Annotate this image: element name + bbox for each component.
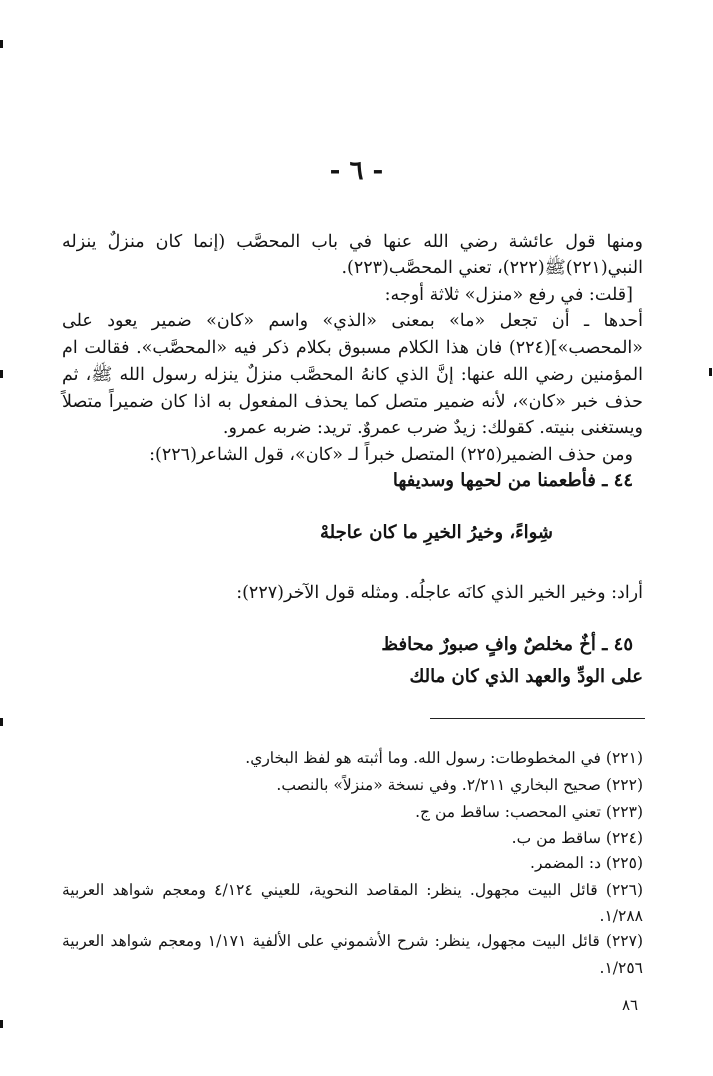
page-number: ٨٦ — [622, 996, 639, 1014]
footnote-223: (٢٢٣) تعني المحصب: ساقط من ج. — [415, 803, 643, 821]
scan-edge-mark — [0, 1020, 3, 1028]
scan-edge-mark — [0, 718, 3, 726]
verse-45-second-hemistich: على الودِّ والعهد الذي كان مالك — [409, 666, 643, 687]
body-line-4: أحدها ـ أن تجعل «ما» بمعنى «الذي» واسم «كان» ضمير يعود على — [62, 311, 643, 331]
footnote-227-continued: ١/٢٥٦. — [599, 959, 643, 977]
page-header: - ٦ - — [329, 156, 384, 186]
footnote-221: (٢٢١) في المخطوطات: رسول الله. وما أثبته هو لفظ البخاري. — [245, 749, 643, 767]
verse-44-first-hemistich: ٤٤ ـ فأطعمنا من لحمِها وسديفها — [392, 470, 633, 491]
scan-edge-mark — [709, 368, 712, 376]
verse-45-first-hemistich: ٤٥ ـ أخٌ مخلصٌ وافٍ صبورٌ محافظ — [381, 634, 633, 655]
verse-44-second-hemistich: شِواءً، وخيرُ الخيرِ ما كان عاجلهْ — [320, 522, 553, 543]
footnote-226: (٢٢٦) قائل البيت مجهول. ينظر: المقاصد النحوية، للعيني ٤/١٢٤ ومعجم شواهد العربية — [62, 881, 644, 899]
body-line-2: النبي(٢٢١)ﷺ(٢٢٢)، تعني المحصَّب(٢٢٣). — [341, 258, 643, 278]
body-line-5: «المحصب»](٢٢٤) فان هذا الكلام مسبوق بكلام ذكر فيه «المحصَّب». فقالت ام — [62, 338, 643, 358]
footnote-225: (٢٢٥) د: المضمر. — [530, 854, 643, 872]
body-line-8: ويستغنى بنيته. كقولك: زيدٌ ضرب عمروٌ. تريد: ضربه عمرو. — [222, 418, 643, 438]
footnote-separator — [430, 718, 645, 719]
body-line-3: [قلت: في رفع «منزل» ثلاثة أوجه: — [384, 285, 633, 305]
body-line-1: ومنها قول عائشة رضي الله عنها في باب المحصَّب (إنما كان منزلٌ ينزله — [62, 232, 643, 252]
body-line-9: ومن حذف الضمير(٢٢٥) المتصل خبراً لـ «كان»، قول الشاعر(٢٢٦): — [149, 445, 633, 465]
scan-edge-mark — [0, 370, 3, 378]
body-line-arad: أراد: وخير الخير الذي كانَه عاجلُه. ومثله قول الآخر(٢٢٧): — [236, 583, 643, 603]
footnote-224: (٢٢٤) ساقط من ب. — [511, 829, 643, 847]
body-line-6: المؤمنين رضي الله عنها: إنَّ الذي كانهُ المحصَّب منزلٌ ينزله رسول الله ﷺ، ثم — [62, 365, 643, 385]
body-line-7: حذف خبر «كان»، لأنه ضمير متصل كما يحذف المفعول به اذا كان ضميراً متصلاً — [62, 392, 643, 412]
footnote-222: (٢٢٢) صحيح البخاري ٢/٢١١. وفي نسخة «منزلاً» بالنصب. — [276, 776, 643, 794]
footnote-226-continued: ١/٢٨٨. — [599, 907, 643, 925]
footnote-227: (٢٢٧) قائل البيت مجهول، ينظر: شرح الأشموني على الألفية ١/١٧١ ومعجم شواهد العربية — [62, 932, 643, 950]
scan-edge-mark — [0, 40, 3, 48]
